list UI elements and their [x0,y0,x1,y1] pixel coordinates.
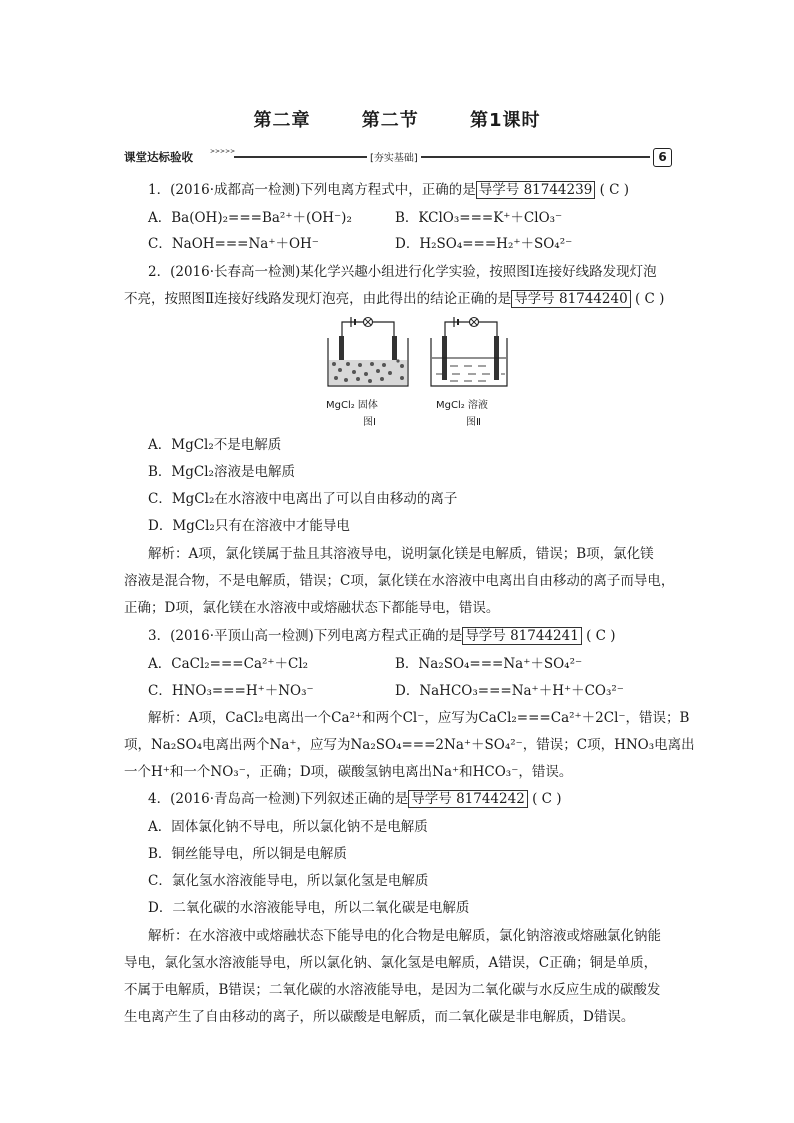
lesson-title: 第1课时 [470,110,541,131]
q2-figures [318,316,508,428]
q3-answer: ( C ) [586,628,616,644]
q2-stem-line1: 2．(2016·长春高一检测)某化学兴趣小组进行化学实验，按照图Ⅰ连接好线路发现灯泡 [148,264,657,280]
q4-option-d: D．二氧化碳的水溶液能导电，所以二氧化碳是电解质 [148,900,470,916]
q1-option-a: A．Ba(OH)₂===Ba²⁺＋(OH⁻)₂ [148,210,352,226]
q3-explanation-line1: 解析：A项，CaCl₂电离出一个Ca²⁺和两个Cl⁻，应写为CaCl₂===Ca²⁺＋2Cl⁻，错误；B [148,710,690,726]
q1-option-b: B．KClO₃===K⁺＋ClO₃⁻ [395,210,563,226]
q2-option-b: B．MgCl₂溶液是电解质 [148,464,295,480]
section-bar-arrows: >>>>> [210,148,236,155]
q4-answer: ( C ) [532,791,562,807]
q1-option-c: C．NaOH===Na⁺＋OH⁻ [148,236,319,252]
q3-option-d: D．NaHCO₃===Na⁺＋H⁺＋CO₃²⁻ [395,683,624,699]
q2-stem: 不亮，按照图Ⅱ连接好线路发现灯泡亮，由此得出的结论正确的是 [124,291,512,307]
page-title [0,106,794,132]
q4-explanation-line3: 不属于电解质，B错误；二氧化碳的水溶液能导电，是因为二氧化碳与水反应生成的碳酸发 [124,982,661,998]
q2-stem-line2 [124,290,679,308]
q1-stem-line [148,181,644,199]
q3-explanation-line3: 一个H⁺和一个NO₃⁻，正确；D项，碳酸氢钠电离出Na⁺和HCO₃⁻，错误。 [124,764,573,780]
section-title: 第二节 [361,110,419,131]
q2-option-d: D．MgCl₂只有在溶液中才能导电 [148,518,350,534]
figure-1-label: MgCl₂ 固体 [326,400,378,411]
q4-ref-number: 导学号 81744242 [408,790,528,808]
q1-answer: ( C ) [599,182,630,198]
figure-1-circuit [328,317,408,386]
q2-answer: ( C ) [635,291,665,307]
q4-option-a: A．固体氯化钠不导电，所以氯化钠不是电解质 [148,819,428,835]
figure-2-caption: 图Ⅱ [466,417,481,428]
section-bar-label: 课堂达标验收 [124,150,193,164]
figure-2-circuit [431,317,507,386]
q1-ref-number: 导学号 81744239 [476,181,596,199]
q3-option-a: A．CaCl₂===Ca²⁺＋Cl₂ [148,656,309,672]
q4-stem: 4．(2016·青岛高一检测)下列叙述正确的是 [148,791,409,807]
q4-explanation-line4: 生电离产生了自由移动的离子，所以碳酸是电解质，而二氧化碳是非电解质，D错误。 [124,1009,635,1025]
q3-stem: 3．(2016·平顶山高一检测)下列电离方程式正确的是 [148,628,463,644]
q2-option-c: C．MgCl₂在水溶液中电离出了可以自由移动的离子 [148,491,458,507]
q3-option-c: C．HNO₃===H⁺＋NO₃⁻ [148,683,314,699]
q3-explanation-line2: 项，Na₂SO₄电离出两个Na⁺，应写为Na₂SO₄===2Na⁺＋SO₄²⁻，错误；C项，HNO₃电离出 [124,737,695,753]
section-bar-line [234,156,650,158]
chapter-title: 第二章 [253,110,311,131]
q2-option-a: A．MgCl₂不是电解质 [148,437,282,453]
q2-explanation-line1: 解析：A项，氯化镁属于盐且其溶液导电，说明氯化镁是电解质，错误；B项，氯化镁 [148,546,654,562]
circuit-diagrams [318,316,508,394]
q3-ref-number: 导学号 81744241 [462,627,582,645]
section-bar-tag: [夯实基础] [367,149,421,164]
q2-explanation-line3: 正确；D项，氯化镁在水溶液中或熔融状态下都能导电，错误。 [124,600,500,616]
section-bar-number: 6 [653,148,672,167]
q4-explanation-line1: 解析：在水溶液中或熔融状态下能导电的化合物是电解质，氯化钠溶液或熔融氯化钠能 [148,928,661,944]
q4-option-b: B．铜丝能导电，所以铜是电解质 [148,846,347,862]
section-bar [124,148,672,168]
q3-stem-line [148,627,630,645]
q4-option-c: C．氯化氢水溶液能导电，所以氯化氢是电解质 [148,873,429,889]
figure-1-caption: 图Ⅰ [363,417,376,428]
q1-option-d: D．H₂SO₄===H₂⁺＋SO₄²⁻ [395,236,573,252]
q1-stem: 1．(2016·成都高一检测)下列电离方程式中，正确的是 [148,182,476,198]
q4-explanation-line2: 导电，氯化氢水溶液能导电，所以氯化钠、氯化氢是电解质，A错误，C正确；铜是单质， [124,955,658,971]
q2-ref-number: 导学号 81744240 [511,290,631,308]
q4-stem-line [148,790,576,808]
q3-option-b: B．Na₂SO₄===Na⁺＋SO₄²⁻ [395,656,583,672]
q2-explanation-line2: 溶液是混合物，不是电解质，错误；C项，氯化镁在水溶液中电离出自由移动的离子而导电， [124,573,675,589]
figure-2-label: MgCl₂ 溶液 [436,400,488,411]
